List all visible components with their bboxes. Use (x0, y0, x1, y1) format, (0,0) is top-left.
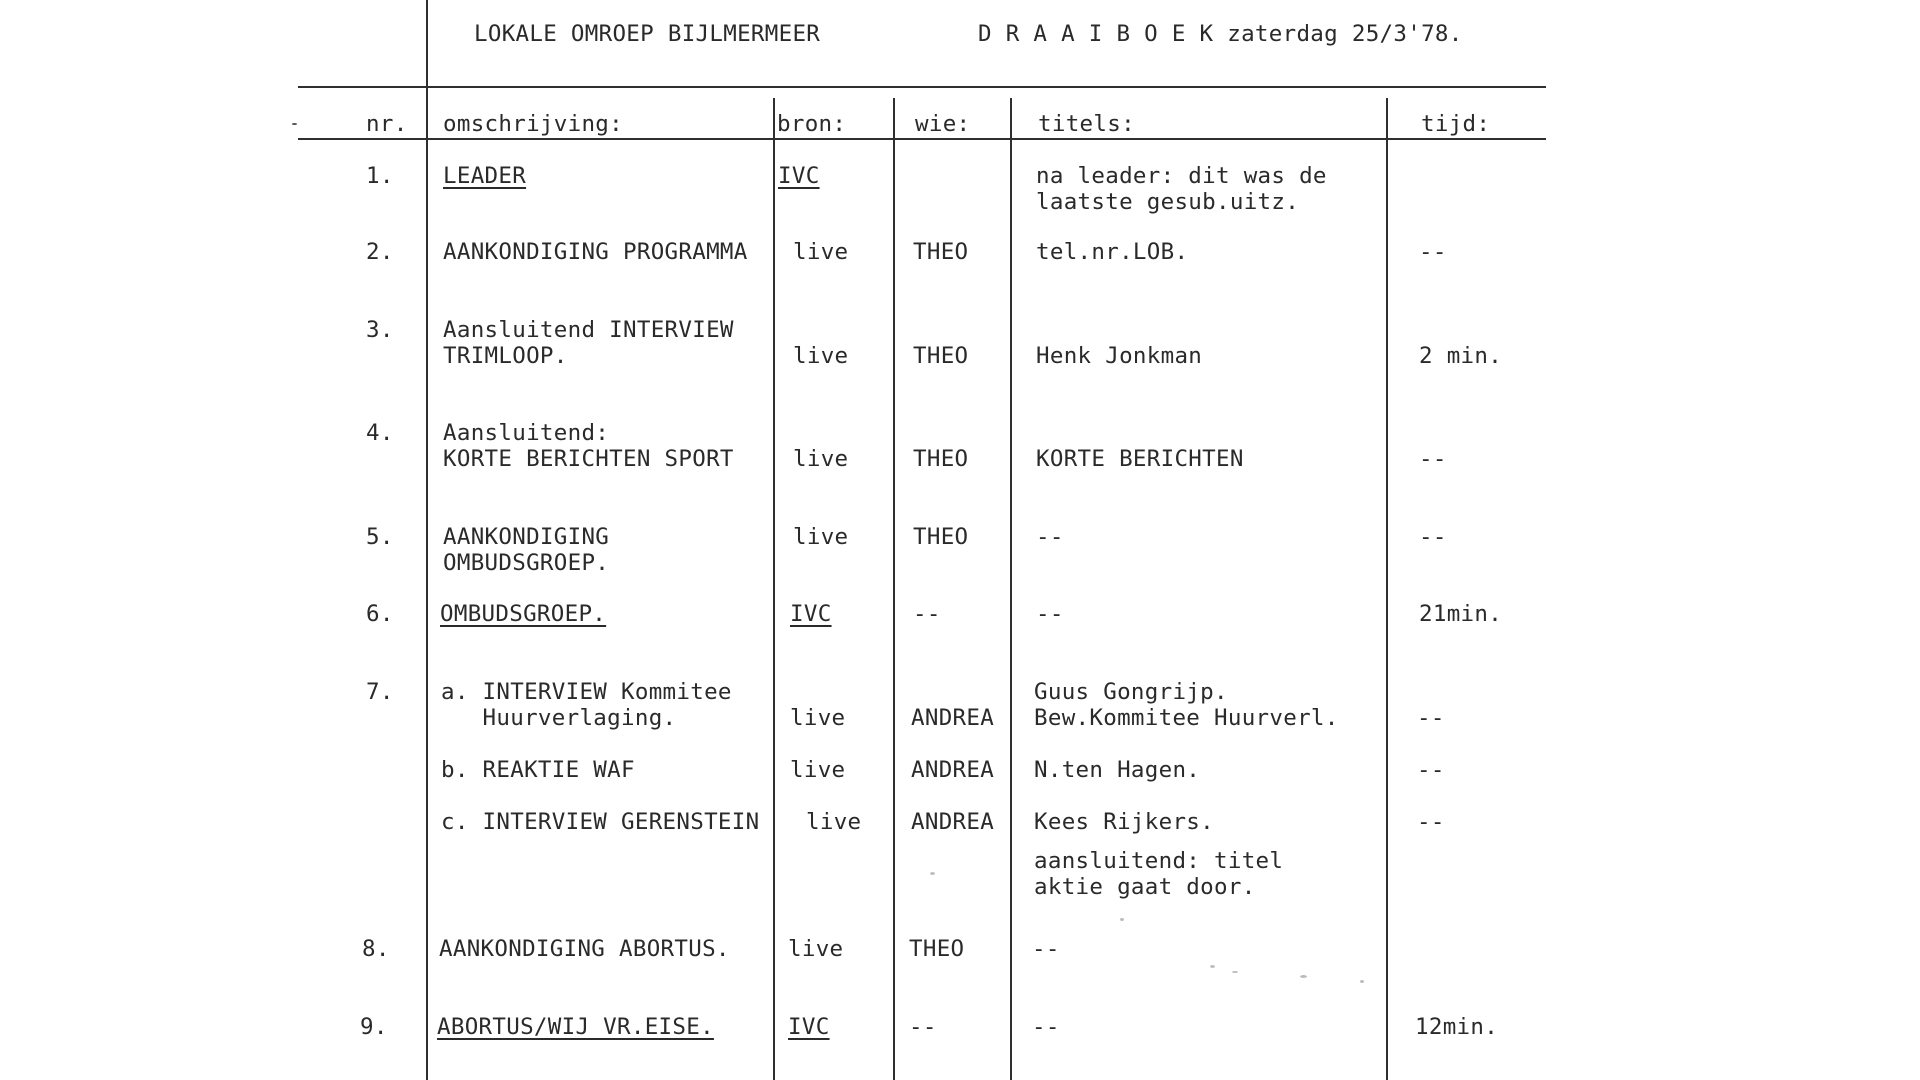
row-source: live (793, 239, 849, 265)
row-titles: na leader: dit was de laatste gesub.uitz. (1036, 163, 1327, 215)
row-duration: 12min. (1415, 1014, 1499, 1040)
row-description: AANKONDIGING OMBUDSGROEP. (443, 524, 610, 576)
column-header-titels: titels: (1038, 111, 1135, 137)
row-number: 7. (366, 679, 394, 705)
row-who: THEO (909, 936, 965, 962)
row-who: ANDREA (911, 757, 995, 783)
row-source: live (793, 343, 849, 369)
row-who: THEO (913, 343, 969, 369)
row-titles: -- (1036, 524, 1064, 550)
header-bottom-rule (298, 138, 1546, 140)
row-duration: -- (1417, 757, 1445, 783)
row-duration: 2 min. (1419, 343, 1503, 369)
row-source: IVC (790, 601, 832, 627)
row-who: THEO (913, 524, 969, 550)
organization-name: LOKALE OMROEP BIJLMERMEER (474, 21, 821, 47)
column-header-bron: bron: (777, 111, 847, 137)
row-duration: -- (1419, 239, 1447, 265)
photocopy-speck (1210, 965, 1215, 968)
row-duration: -- (1417, 705, 1445, 731)
wie-column-rule (893, 98, 895, 1080)
photocopy-speck (1300, 975, 1307, 978)
row-number: 9. (360, 1014, 388, 1040)
row-who: -- (913, 601, 941, 627)
row-titles: -- (1036, 601, 1064, 627)
row-description: Aansluitend INTERVIEW TRIMLOOP. (443, 317, 734, 369)
row-titles: Henk Jonkman (1036, 343, 1203, 369)
row-description: LEADER (443, 163, 527, 189)
row-titles: Kees Rijkers. (1034, 809, 1214, 835)
row-description: b. REAKTIE WAF (441, 757, 635, 783)
row-description: ABORTUS/WIJ VR.EISE. (437, 1014, 714, 1040)
row-duration: -- (1419, 524, 1447, 550)
tijd-column-rule (1386, 98, 1388, 1080)
row-titles: -- (1032, 936, 1060, 962)
row-source: IVC (778, 163, 820, 189)
photocopy-speck (930, 872, 935, 875)
row-number: 8. (362, 936, 390, 962)
row-number: 2. (366, 239, 394, 265)
row-source: live (790, 705, 846, 731)
row-who: -- (909, 1014, 937, 1040)
row-who: ANDREA (911, 809, 995, 835)
photocopy-speck (1232, 971, 1238, 973)
row-source: live (806, 809, 862, 835)
row-duration: -- (1419, 446, 1447, 472)
column-header-omschrijving: omschrijving: (443, 111, 623, 137)
photocopy-speck (292, 123, 297, 125)
row-source: live (793, 446, 849, 472)
row-number: 3. (366, 317, 394, 343)
header-top-rule (298, 86, 1546, 88)
row-titles: -- (1032, 1014, 1060, 1040)
left-margin-rule (426, 0, 428, 1080)
row-duration: -- (1417, 809, 1445, 835)
column-header-tijd: tijd: (1421, 111, 1491, 137)
document-title: D R A A I B O E K zaterdag 25/3'78. (978, 21, 1463, 47)
bron-column-rule (773, 98, 775, 1080)
row-source: IVC (788, 1014, 830, 1040)
row-duration: 21min. (1419, 601, 1503, 627)
photocopy-speck (1120, 918, 1124, 921)
row-description: a. INTERVIEW Kommitee Huurverlaging. (441, 679, 732, 731)
row-description: Aansluitend: KORTE BERICHTEN SPORT (443, 420, 734, 472)
row-number: 6. (366, 601, 394, 627)
row-source: live (793, 524, 849, 550)
row-description: AANKONDIGING PROGRAMMA (443, 239, 748, 265)
row-description: c. INTERVIEW GERENSTEIN (441, 809, 760, 835)
row-number: 4. (366, 420, 394, 446)
row-titles: Guus Gongrijp. Bew.Kommitee Huurverl. (1034, 679, 1339, 731)
row-source: live (790, 757, 846, 783)
row-description: OMBUDSGROEP. (440, 601, 607, 627)
row-description: AANKONDIGING ABORTUS. (439, 936, 730, 962)
row-titles: tel.nr.LOB. (1036, 239, 1189, 265)
row-who: THEO (913, 446, 969, 472)
row-source: live (788, 936, 844, 962)
row-titles: aansluitend: titel aktie gaat door. (1034, 848, 1284, 900)
row-who: THEO (913, 239, 969, 265)
row-number: 1. (366, 163, 394, 189)
row-titles: KORTE BERICHTEN (1036, 446, 1244, 472)
row-number: 5. (366, 524, 394, 550)
row-who: ANDREA (911, 705, 995, 731)
titels-column-rule (1010, 98, 1012, 1080)
column-header-nr: nr. (366, 111, 408, 137)
photocopy-speck (1360, 980, 1364, 983)
row-titles: N.ten Hagen. (1034, 757, 1201, 783)
column-header-wie: wie: (915, 111, 971, 137)
